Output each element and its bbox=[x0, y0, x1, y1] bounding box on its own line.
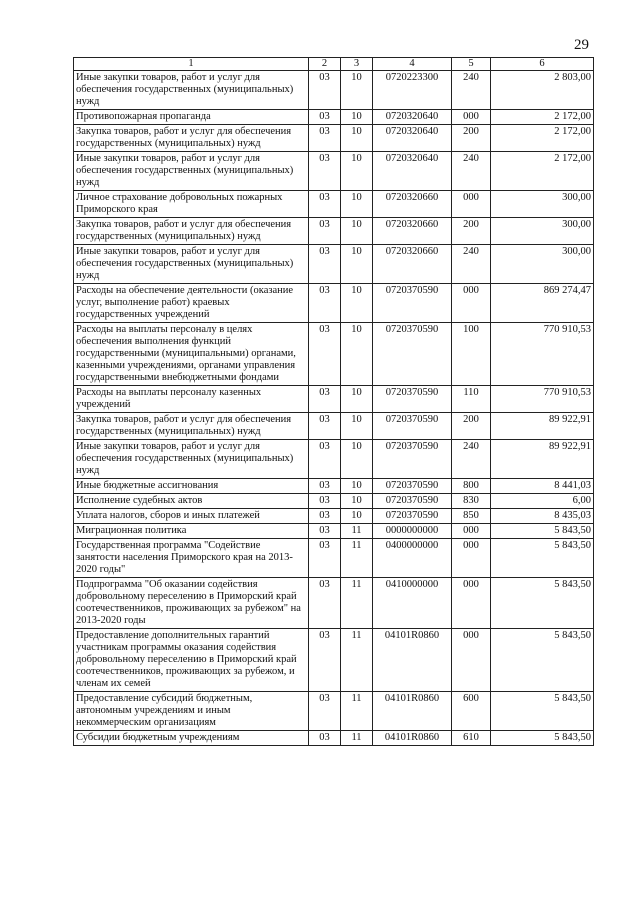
row-name: Иные закупки товаров, работ и услуг для обеспечения государственных (муниципальных) нужд bbox=[74, 152, 309, 191]
row-subsection: 11 bbox=[341, 539, 373, 578]
row-amount: 2 172,00 bbox=[491, 125, 594, 152]
row-amount: 5 843,50 bbox=[491, 578, 594, 629]
row-subsection: 10 bbox=[341, 71, 373, 110]
row-amount: 300,00 bbox=[491, 218, 594, 245]
row-name: Закупка товаров, работ и услуг для обеспечения государственных (муниципальных) нужд bbox=[74, 125, 309, 152]
row-name: Расходы на обеспечение деятельности (оказание услуг, выполнение работ) краевых государственных учреждений bbox=[74, 284, 309, 323]
row-expense-type: 200 bbox=[452, 218, 491, 245]
column-header-6: 6 bbox=[491, 58, 594, 71]
row-name: Закупка товаров, работ и услуг для обеспечения государственных (муниципальных) нужд bbox=[74, 218, 309, 245]
row-amount: 8 441,03 bbox=[491, 479, 594, 494]
row-name: Иные бюджетные ассигнования bbox=[74, 479, 309, 494]
row-target-code: 04101R0860 bbox=[373, 629, 452, 692]
table-row bbox=[74, 125, 594, 152]
row-name: Подпрограмма "Об оказании содействия добровольному переселению в Приморский край соотечественников, проживающих за рубежом" на 2013-2020 годы bbox=[74, 578, 309, 629]
row-target-code: 0720320640 bbox=[373, 125, 452, 152]
table-row bbox=[74, 479, 594, 494]
table-row bbox=[74, 509, 594, 524]
row-subsection: 10 bbox=[341, 110, 373, 125]
row-name: Личное страхование добровольных пожарных Приморского края bbox=[74, 191, 309, 218]
row-expense-type: 000 bbox=[452, 284, 491, 323]
row-expense-type: 600 bbox=[452, 692, 491, 731]
row-section: 03 bbox=[309, 494, 341, 509]
budget-table bbox=[73, 57, 594, 746]
row-name: Иные закупки товаров, работ и услуг для обеспечения государственных (муниципальных) нужд bbox=[74, 440, 309, 479]
row-subsection: 10 bbox=[341, 284, 373, 323]
column-header-1: 1 bbox=[74, 58, 309, 71]
row-expense-type: 240 bbox=[452, 71, 491, 110]
row-target-code: 0720370590 bbox=[373, 386, 452, 413]
row-amount: 2 803,00 bbox=[491, 71, 594, 110]
row-subsection: 10 bbox=[341, 479, 373, 494]
row-expense-type: 000 bbox=[452, 629, 491, 692]
row-amount: 5 843,50 bbox=[491, 731, 594, 746]
row-target-code: 0410000000 bbox=[373, 578, 452, 629]
row-section: 03 bbox=[309, 110, 341, 125]
row-section: 03 bbox=[309, 152, 341, 191]
row-section: 03 bbox=[309, 71, 341, 110]
row-name: Субсидии бюджетным учреждениям bbox=[74, 731, 309, 746]
row-target-code: 0720370590 bbox=[373, 413, 452, 440]
row-section: 03 bbox=[309, 524, 341, 539]
row-section: 03 bbox=[309, 731, 341, 746]
row-subsection: 11 bbox=[341, 629, 373, 692]
table-row bbox=[74, 386, 594, 413]
table-row bbox=[74, 440, 594, 479]
row-amount: 8 435,03 bbox=[491, 509, 594, 524]
row-amount: 89 922,91 bbox=[491, 413, 594, 440]
row-section: 03 bbox=[309, 440, 341, 479]
row-amount: 869 274,47 bbox=[491, 284, 594, 323]
table-row bbox=[74, 692, 594, 731]
table-row bbox=[74, 110, 594, 125]
column-header-2: 2 bbox=[309, 58, 341, 71]
row-section: 03 bbox=[309, 245, 341, 284]
row-section: 03 bbox=[309, 218, 341, 245]
table-row bbox=[74, 323, 594, 386]
row-name: Предоставление субсидий бюджетным, автономным учреждениям и иным некоммерческим организациям bbox=[74, 692, 309, 731]
column-header-5: 5 bbox=[452, 58, 491, 71]
row-expense-type: 000 bbox=[452, 524, 491, 539]
row-target-code: 0720320660 bbox=[373, 191, 452, 218]
row-name: Государственная программа "Содействие занятости населения Приморского края на 2013-2020 годы" bbox=[74, 539, 309, 578]
row-subsection: 10 bbox=[341, 152, 373, 191]
row-amount: 2 172,00 bbox=[491, 110, 594, 125]
row-section: 03 bbox=[309, 386, 341, 413]
row-expense-type: 240 bbox=[452, 245, 491, 284]
table-row bbox=[74, 191, 594, 218]
row-amount: 89 922,91 bbox=[491, 440, 594, 479]
row-subsection: 11 bbox=[341, 731, 373, 746]
table-row bbox=[74, 218, 594, 245]
row-subsection: 11 bbox=[341, 524, 373, 539]
row-name: Расходы на выплаты персоналу в целях обеспечения выполнения функций государственными (муниципальными) органами, казенными учреждениями, органами управления государственными внебюджетными фондами bbox=[74, 323, 309, 386]
table-row bbox=[74, 629, 594, 692]
row-section: 03 bbox=[309, 509, 341, 524]
row-expense-type: 000 bbox=[452, 578, 491, 629]
row-target-code: 0000000000 bbox=[373, 524, 452, 539]
row-amount: 5 843,50 bbox=[491, 629, 594, 692]
row-expense-type: 200 bbox=[452, 125, 491, 152]
table-row bbox=[74, 245, 594, 284]
column-header-3: 3 bbox=[341, 58, 373, 71]
row-section: 03 bbox=[309, 125, 341, 152]
row-section: 03 bbox=[309, 191, 341, 218]
row-target-code: 0720320660 bbox=[373, 245, 452, 284]
row-expense-type: 000 bbox=[452, 191, 491, 218]
row-target-code: 0720370590 bbox=[373, 479, 452, 494]
row-expense-type: 000 bbox=[452, 110, 491, 125]
row-expense-type: 240 bbox=[452, 440, 491, 479]
row-expense-type: 110 bbox=[452, 386, 491, 413]
row-section: 03 bbox=[309, 578, 341, 629]
row-name: Уплата налогов, сборов и иных платежей bbox=[74, 509, 309, 524]
table-row bbox=[74, 731, 594, 746]
row-name: Расходы на выплаты персоналу казенных учреждений bbox=[74, 386, 309, 413]
row-section: 03 bbox=[309, 413, 341, 440]
table-row bbox=[74, 539, 594, 578]
table-row bbox=[74, 578, 594, 629]
table-row bbox=[74, 284, 594, 323]
table-header-row bbox=[74, 58, 594, 71]
row-name: Иные закупки товаров, работ и услуг для обеспечения государственных (муниципальных) нужд bbox=[74, 245, 309, 284]
row-section: 03 bbox=[309, 692, 341, 731]
row-section: 03 bbox=[309, 284, 341, 323]
row-amount: 770 910,53 bbox=[491, 323, 594, 386]
row-target-code: 04101R0860 bbox=[373, 731, 452, 746]
row-amount: 2 172,00 bbox=[491, 152, 594, 191]
row-subsection: 11 bbox=[341, 692, 373, 731]
row-amount: 300,00 bbox=[491, 191, 594, 218]
row-expense-type: 800 bbox=[452, 479, 491, 494]
row-target-code: 0720223300 bbox=[373, 71, 452, 110]
row-amount: 770 910,53 bbox=[491, 386, 594, 413]
table-row bbox=[74, 494, 594, 509]
row-subsection: 10 bbox=[341, 494, 373, 509]
row-subsection: 10 bbox=[341, 323, 373, 386]
row-target-code: 0720370590 bbox=[373, 440, 452, 479]
row-name: Закупка товаров, работ и услуг для обеспечения государственных (муниципальных) нужд bbox=[74, 413, 309, 440]
row-target-code: 0720370590 bbox=[373, 509, 452, 524]
row-name: Иные закупки товаров, работ и услуг для обеспечения государственных (муниципальных) нужд bbox=[74, 71, 309, 110]
row-subsection: 10 bbox=[341, 386, 373, 413]
row-target-code: 0720320640 bbox=[373, 110, 452, 125]
row-subsection: 10 bbox=[341, 413, 373, 440]
row-name: Противопожарная пропаганда bbox=[74, 110, 309, 125]
row-expense-type: 240 bbox=[452, 152, 491, 191]
page-number: 29 bbox=[574, 37, 589, 53]
row-section: 03 bbox=[309, 539, 341, 578]
row-expense-type: 200 bbox=[452, 413, 491, 440]
table-row bbox=[74, 152, 594, 191]
table-row bbox=[74, 413, 594, 440]
row-target-code: 0720320660 bbox=[373, 218, 452, 245]
row-amount: 5 843,50 bbox=[491, 692, 594, 731]
row-name: Исполнение судебных актов bbox=[74, 494, 309, 509]
row-subsection: 10 bbox=[341, 218, 373, 245]
row-amount: 6,00 bbox=[491, 494, 594, 509]
table-row bbox=[74, 71, 594, 110]
table-row bbox=[74, 524, 594, 539]
row-subsection: 10 bbox=[341, 191, 373, 218]
row-target-code: 0720370590 bbox=[373, 323, 452, 386]
row-target-code: 0720370590 bbox=[373, 494, 452, 509]
row-amount: 300,00 bbox=[491, 245, 594, 284]
row-amount: 5 843,50 bbox=[491, 539, 594, 578]
row-name: Миграционная политика bbox=[74, 524, 309, 539]
row-subsection: 10 bbox=[341, 245, 373, 284]
row-section: 03 bbox=[309, 479, 341, 494]
row-expense-type: 000 bbox=[452, 539, 491, 578]
row-subsection: 10 bbox=[341, 440, 373, 479]
row-target-code: 0720370590 bbox=[373, 284, 452, 323]
row-section: 03 bbox=[309, 629, 341, 692]
row-expense-type: 850 bbox=[452, 509, 491, 524]
row-section: 03 bbox=[309, 323, 341, 386]
column-header-4: 4 bbox=[373, 58, 452, 71]
row-subsection: 11 bbox=[341, 578, 373, 629]
row-target-code: 0400000000 bbox=[373, 539, 452, 578]
row-subsection: 10 bbox=[341, 509, 373, 524]
row-expense-type: 830 bbox=[452, 494, 491, 509]
row-target-code: 0720320640 bbox=[373, 152, 452, 191]
row-expense-type: 610 bbox=[452, 731, 491, 746]
row-name: Предоставление дополнительных гарантий участникам программы оказания содействия добровольному переселению в Приморский край соотечественников, проживающих за рубежом, и членам их семей bbox=[74, 629, 309, 692]
row-amount: 5 843,50 bbox=[491, 524, 594, 539]
row-expense-type: 100 bbox=[452, 323, 491, 386]
row-subsection: 10 bbox=[341, 125, 373, 152]
row-target-code: 04101R0860 bbox=[373, 692, 452, 731]
